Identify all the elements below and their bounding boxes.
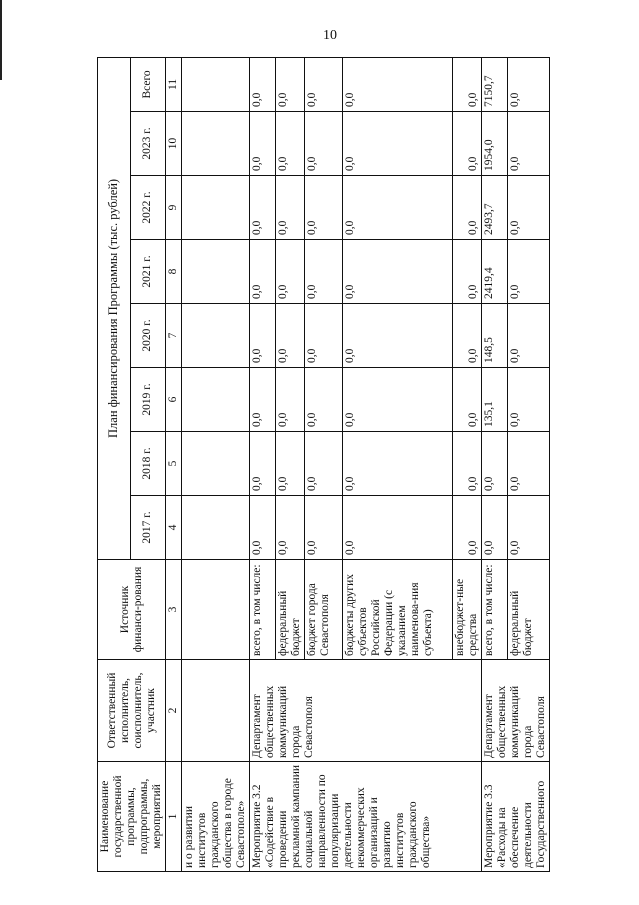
value-cell: 0,0: [482, 496, 508, 560]
header-plan: План финансирования Программы (тыс. рублей): [98, 57, 131, 559]
table-row: [482, 57, 508, 871]
value-cell: 0,0: [276, 496, 305, 560]
value-cell: 0,0: [453, 240, 482, 304]
value-cell: 0,0: [250, 112, 276, 176]
column-number: 9: [166, 176, 182, 240]
page-number: 10: [323, 28, 337, 43]
value-cell: 0,0: [305, 112, 343, 176]
source-cell: всего, в том числе:: [482, 560, 508, 660]
value-cell: 0,0: [250, 368, 276, 432]
value-cell: 0,0: [305, 432, 343, 496]
value-cell: 0,0: [508, 432, 550, 496]
value-cell: 0,0: [305, 304, 343, 368]
value-cell: 1954,0: [482, 112, 508, 176]
value-cell: 0,0: [343, 496, 453, 560]
value-cell: 0,0: [343, 112, 453, 176]
value-cell: 0,0: [305, 240, 343, 304]
header-name: Наименование государственной программы, подпрограммы, мероприятий: [98, 762, 166, 872]
value-cell: 0,0: [343, 57, 453, 111]
value-cell: 0,0: [305, 176, 343, 240]
value-cell: 0,0: [343, 176, 453, 240]
value-cell: 0,0: [276, 112, 305, 176]
rotated-table-container: [97, 58, 547, 872]
value-cell: 0,0: [508, 57, 550, 111]
value-cell: 0,0: [343, 240, 453, 304]
column-number: 10: [166, 112, 182, 176]
header-year: 2023 г.: [130, 112, 165, 176]
column-number: 3: [166, 560, 182, 660]
source-cell: внебюджет-ные средства: [453, 560, 482, 660]
value-cell: 0,0: [305, 57, 343, 111]
value-cell: 0,0: [250, 432, 276, 496]
table-row: [250, 57, 276, 871]
header-year: 2020 г.: [130, 304, 165, 368]
source-cell: федеральный бюджет: [276, 560, 305, 660]
value-cell: 0,0: [508, 240, 550, 304]
column-number: 1: [166, 762, 182, 872]
column-number: 5: [166, 432, 182, 496]
value-cell: 148,5: [482, 304, 508, 368]
value-cell: 0,0: [276, 240, 305, 304]
value-cell: 0,0: [453, 496, 482, 560]
column-numbers-row: [166, 57, 182, 871]
measure-3-3-executor: Департамент общественных коммуникаций города Севастополя: [482, 660, 550, 762]
value-cell: 0,0: [276, 432, 305, 496]
header-source: Источник финанси-рования: [98, 560, 166, 660]
column-number: 8: [166, 240, 182, 304]
value-cell: 0,0: [508, 496, 550, 560]
value-cell: 0,0: [453, 368, 482, 432]
value-cell: 0,0: [305, 368, 343, 432]
value-cell: 0,0: [482, 432, 508, 496]
header-year: 2021 г.: [130, 240, 165, 304]
source-cell: бюджеты других субъектов Российской Федерации (с указанием наименова-ния субъекта): [343, 560, 453, 660]
value-cell: 0,0: [453, 432, 482, 496]
value-cell: 0,0: [508, 304, 550, 368]
value-cell: 2493,7: [482, 176, 508, 240]
measure-3-2-name: Мероприятие 3.2 «Содействие в проведении рекламной кампании социальной направленности по популяризации деятельности некоммерческих организаций и развитию институтов гражданского общества»: [250, 762, 482, 872]
value-cell: 0,0: [250, 240, 276, 304]
value-cell: 0,0: [250, 57, 276, 111]
header-year: 2022 г.: [130, 176, 165, 240]
source-cell: бюджет города Севастополя: [305, 560, 343, 660]
column-number: 6: [166, 368, 182, 432]
value-cell: 135,1: [482, 368, 508, 432]
value-cell: 0,0: [343, 368, 453, 432]
continuation-name: и о развитии институтов гражданского общества в городе Севастополе»: [182, 762, 250, 872]
header-year: 2018 г.: [130, 432, 165, 496]
column-number: 4: [166, 496, 182, 560]
value-cell: 0,0: [453, 176, 482, 240]
value-cell: 0,0: [508, 176, 550, 240]
header-total: Всего: [130, 57, 165, 111]
value-cell: 0,0: [343, 304, 453, 368]
source-cell: федеральный бюджет: [508, 560, 550, 660]
value-cell: 0,0: [453, 112, 482, 176]
value-cell: 7150,7: [482, 57, 508, 111]
continuation-row: [182, 57, 250, 871]
value-cell: 0,0: [305, 496, 343, 560]
value-cell: 0,0: [343, 432, 453, 496]
header-executor: Ответственный исполнитель, соисполнитель, участник: [98, 660, 166, 762]
header-year: 2019 г.: [130, 368, 165, 432]
value-cell: 0,0: [508, 368, 550, 432]
value-cell: 0,0: [453, 57, 482, 111]
value-cell: 0,0: [453, 304, 482, 368]
financing-plan-table: [97, 57, 550, 872]
header-year: 2017 г.: [130, 496, 165, 560]
value-cell: 0,0: [276, 304, 305, 368]
value-cell: 0,0: [276, 57, 305, 111]
scan-edge-mark: [0, 0, 2, 80]
value-cell: 0,0: [276, 176, 305, 240]
value-cell: 0,0: [250, 176, 276, 240]
measure-3-3-name: Мероприятие 3.3 «Расходы на обеспечение деятельности Государственного: [482, 762, 550, 872]
value-cell: 0,0: [276, 368, 305, 432]
value-cell: 0,0: [508, 112, 550, 176]
value-cell: 0,0: [250, 304, 276, 368]
value-cell: 2419,4: [482, 240, 508, 304]
column-number: 11: [166, 57, 182, 111]
column-number: 2: [166, 660, 182, 762]
source-cell: всего, в том числе:: [250, 560, 276, 660]
value-cell: 0,0: [250, 496, 276, 560]
column-number: 7: [166, 304, 182, 368]
header-row-1: [98, 57, 131, 871]
measure-3-2-executor: Департамент общественных коммуникаций города Севастополя: [250, 660, 482, 762]
